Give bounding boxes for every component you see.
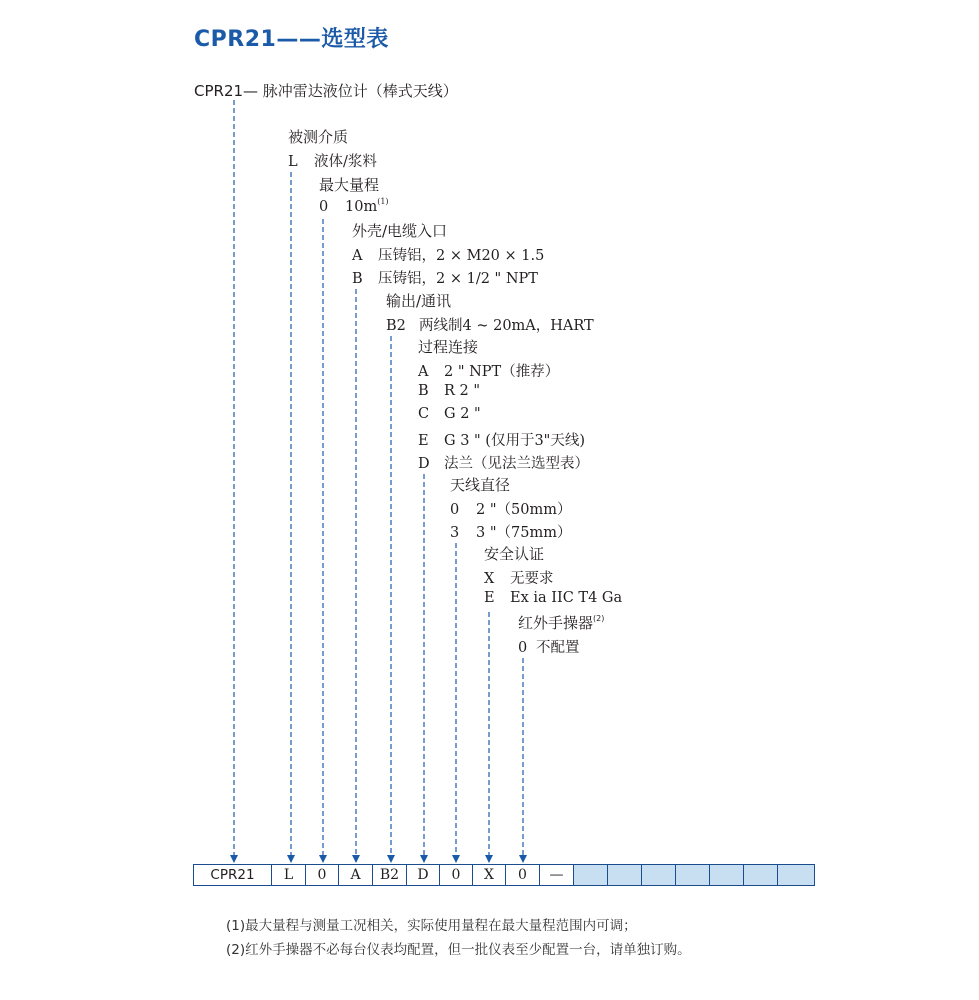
option-text: 3 "（75mm） <box>476 525 572 541</box>
code-cell-safety: X <box>473 865 506 885</box>
option-code: X <box>484 571 495 587</box>
group-header-process: 过程连接 <box>418 338 479 356</box>
option-text: 两线制4 ~ 20mA，HART <box>419 318 594 334</box>
option-code: D <box>418 456 430 472</box>
option-text: 不配置 <box>536 640 580 656</box>
header-text: 红外手操器 <box>518 614 594 632</box>
option-text: Ex ia IIC T4 Ga <box>510 590 623 606</box>
option-code: 3 <box>450 525 460 541</box>
option-text: 液体/浆料 <box>314 154 377 170</box>
code-cell-housing: A <box>339 865 373 885</box>
option-code: 0 <box>518 640 528 656</box>
option-code: E <box>418 433 429 449</box>
code-cell-empty <box>574 865 608 885</box>
code-cell-process: D <box>407 865 440 885</box>
footnote-ref: (2) <box>593 614 605 623</box>
group-header-antenna: 天线直径 <box>450 476 511 494</box>
option-text: 2 " NPT（推荐） <box>444 364 560 380</box>
code-cell-model: CPR21 <box>194 865 272 885</box>
code-cell-handheld: 0 <box>506 865 540 885</box>
option-code: B2 <box>386 318 406 334</box>
option-text: 无要求 <box>510 571 554 587</box>
option-code: B <box>352 271 363 287</box>
option-text: R 2 " <box>444 383 481 399</box>
code-cell-output: B2 <box>373 865 407 885</box>
option-text: 2 "（50mm） <box>476 502 572 518</box>
page-title: CPR21——选型表 <box>194 27 389 52</box>
option-text: 10m <box>345 199 378 215</box>
option-code: C <box>418 406 430 422</box>
footnote-ref: (1) <box>377 197 389 206</box>
footnote-1: (1)最大量程与测量工况相关，实际使用量程在最大量程范围内可调； <box>226 918 637 934</box>
option-text: G 3 " (仅用于3"天线) <box>444 433 586 449</box>
option-code: 0 <box>450 502 460 518</box>
code-cell-empty <box>744 865 778 885</box>
group-header-output: 输出/通讯 <box>386 292 452 310</box>
option-text: 压铸铝，2 × 1/2 " NPT <box>378 271 538 287</box>
code-cell-empty <box>642 865 676 885</box>
code-cell-antenna: 0 <box>440 865 473 885</box>
code-cell-medium: L <box>272 865 306 885</box>
code-cell-range: 0 <box>306 865 339 885</box>
option-code: A <box>352 248 363 264</box>
group-header-safety: 安全认证 <box>484 545 545 563</box>
model-line: CPR21— 脉冲雷达液位计（棒式天线） <box>194 82 458 100</box>
option-code: 0 <box>319 199 329 215</box>
option-text: 法兰（见法兰选型表） <box>444 456 589 472</box>
option-code: B <box>418 383 429 399</box>
option-code: E <box>484 590 495 606</box>
group-header-housing: 外壳/电缆入口 <box>352 222 448 240</box>
group-header-medium: 被测介质 <box>288 128 349 146</box>
code-bar <box>193 864 815 886</box>
footnote-2: (2)红外手操器不必每台仪表均配置，但一批仪表至少配置一台，请单独订购。 <box>226 942 691 958</box>
code-cell-dash: — <box>540 865 574 885</box>
option-text: G 2 " <box>444 406 481 422</box>
code-cell-empty <box>608 865 642 885</box>
code-cell-empty <box>778 865 814 885</box>
option-code: A <box>418 364 429 380</box>
code-cell-empty <box>710 865 744 885</box>
option-text: 压铸铝，2 × M20 × 1.5 <box>378 248 545 264</box>
code-cell-empty <box>676 865 710 885</box>
group-header-range: 最大量程 <box>319 176 380 194</box>
option-code: L <box>288 154 298 170</box>
